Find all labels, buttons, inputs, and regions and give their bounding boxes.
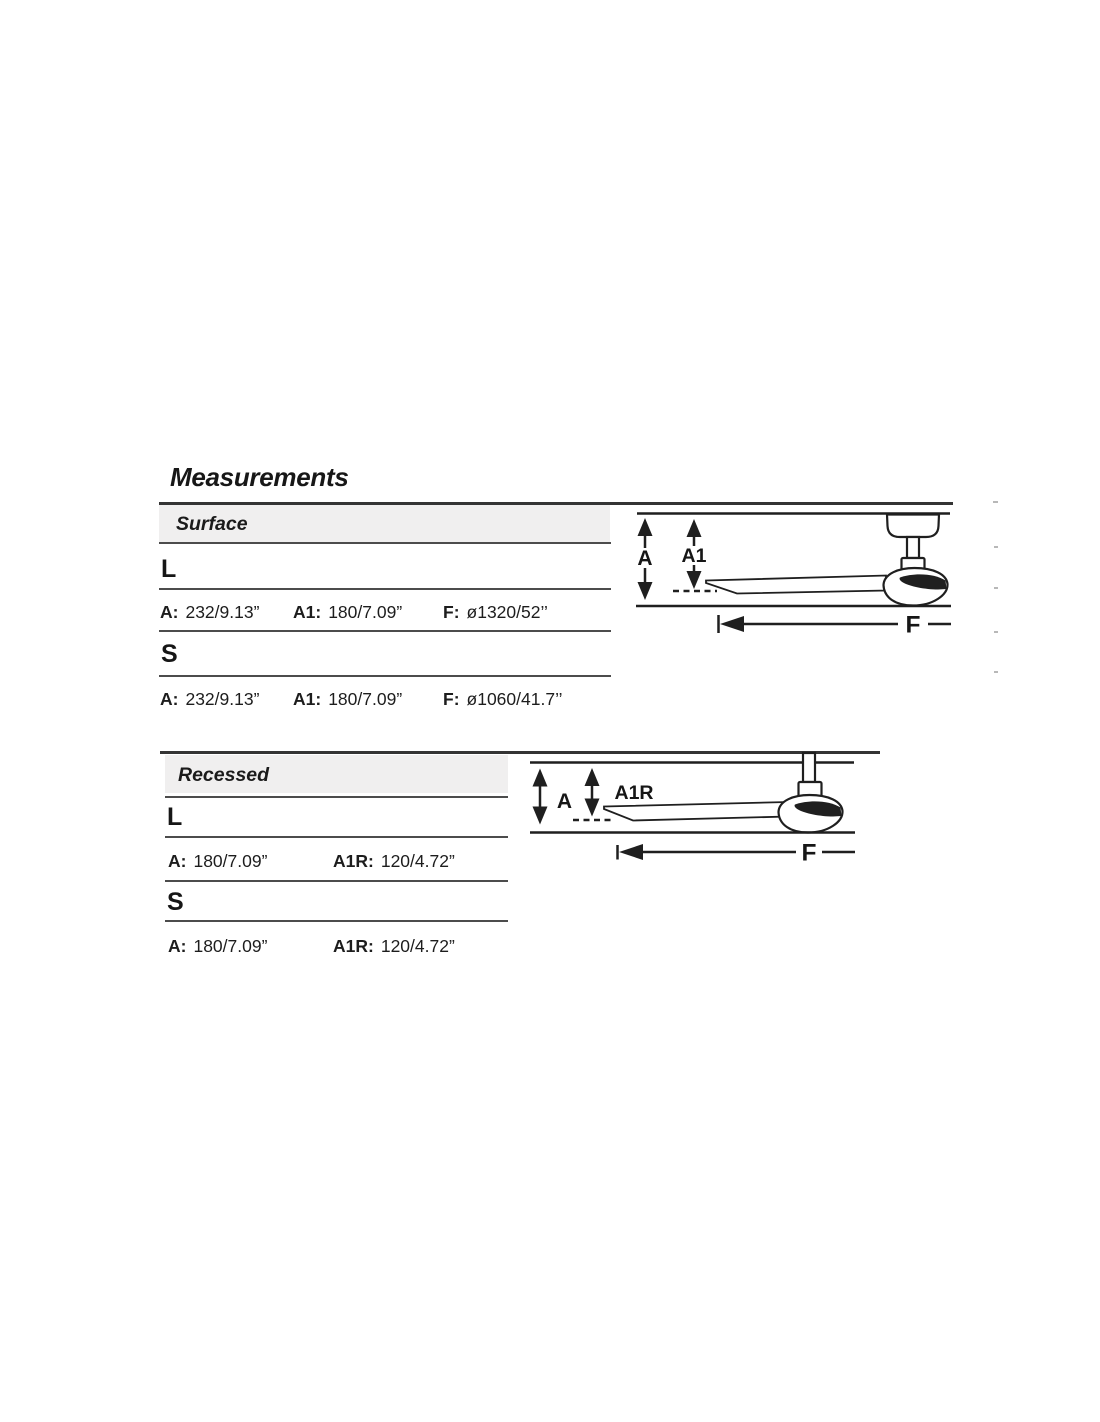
measurement-label: A:	[160, 602, 179, 622]
recessed-size-s: S	[167, 888, 184, 916]
measurement-value: 180/7.09”	[193, 936, 268, 956]
measurement-pair	[160, 689, 259, 710]
dimension-label-a1: A1	[681, 545, 707, 567]
measurement-value: 180/7.09”	[328, 602, 403, 622]
measurement-pair	[168, 851, 267, 872]
arrow-down-icon	[638, 582, 653, 600]
surface-header-label: Surface	[176, 513, 248, 535]
fan-downrod	[907, 537, 919, 558]
measurement-pair	[443, 689, 563, 710]
dimension-label-a1r: A1R	[614, 782, 654, 804]
arrow-up-icon	[533, 769, 548, 787]
measurement-label: A1:	[293, 602, 322, 622]
fan-downrod	[803, 753, 815, 782]
page-title: Measurements	[170, 462, 349, 492]
table-rule	[159, 542, 611, 544]
measurement-value: 180/7.09”	[328, 689, 403, 709]
fan-blade	[706, 576, 886, 594]
arrow-down-icon	[533, 807, 548, 825]
measurement-label: A1:	[293, 689, 322, 709]
arrow-down-icon	[585, 799, 600, 817]
measurement-value: 232/9.13”	[185, 689, 260, 709]
measurement-pair	[333, 936, 455, 957]
table-rule	[165, 836, 508, 838]
table-rule	[165, 880, 508, 882]
measurement-label: A1R:	[333, 936, 374, 956]
dimension-label-a: A	[637, 547, 653, 570]
recessed-header-label: Recessed	[178, 764, 270, 786]
measurement-pair	[293, 602, 402, 623]
measurement-label: F:	[443, 689, 460, 709]
table-rule	[159, 675, 611, 677]
recessed-mount-diagram	[510, 740, 900, 870]
measurement-value: ø1320/52’’	[466, 602, 548, 622]
diameter-arrow-f	[719, 612, 952, 639]
table-rule	[165, 796, 508, 798]
measurement-pair	[168, 936, 267, 957]
dimension-arrow-a	[533, 769, 573, 825]
measurement-pair	[160, 602, 259, 623]
measurement-value: ø1060/41.7’’	[466, 689, 563, 709]
measurement-pair	[443, 602, 548, 623]
arrow-left-icon	[619, 844, 643, 860]
measurement-label: A:	[168, 936, 187, 956]
surface-size-l: L	[161, 555, 177, 583]
measurement-value: 120/4.72”	[380, 851, 455, 871]
fan-canopy	[887, 515, 939, 538]
measurement-label: A:	[160, 689, 179, 709]
measurement-value: 232/9.13”	[185, 602, 260, 622]
arrow-down-icon	[687, 571, 702, 589]
measurement-label: A1R:	[333, 851, 374, 871]
measurement-pair	[333, 851, 455, 872]
surface-size-s: S	[161, 640, 178, 668]
recessed-size-l: L	[167, 803, 183, 831]
measurement-value: 180/7.09”	[193, 851, 268, 871]
diameter-arrow-f	[618, 840, 856, 867]
dimension-arrow-a	[637, 518, 652, 600]
dimension-label-f: F	[801, 839, 817, 867]
dimension-label-a: A	[556, 790, 573, 813]
dimension-arrow-a1	[682, 519, 707, 589]
measurement-label: F:	[443, 602, 460, 622]
surface-mount-diagram	[620, 495, 1015, 650]
arrow-left-icon	[720, 616, 744, 632]
dimension-label-f: F	[905, 611, 921, 639]
table-rule	[159, 630, 611, 632]
table-rule	[165, 920, 508, 922]
measurement-value: 120/4.72”	[380, 936, 455, 956]
table-rule	[159, 588, 611, 590]
measurement-label: A:	[168, 851, 187, 871]
fan-blade	[604, 802, 788, 821]
measurement-pair	[293, 689, 402, 710]
